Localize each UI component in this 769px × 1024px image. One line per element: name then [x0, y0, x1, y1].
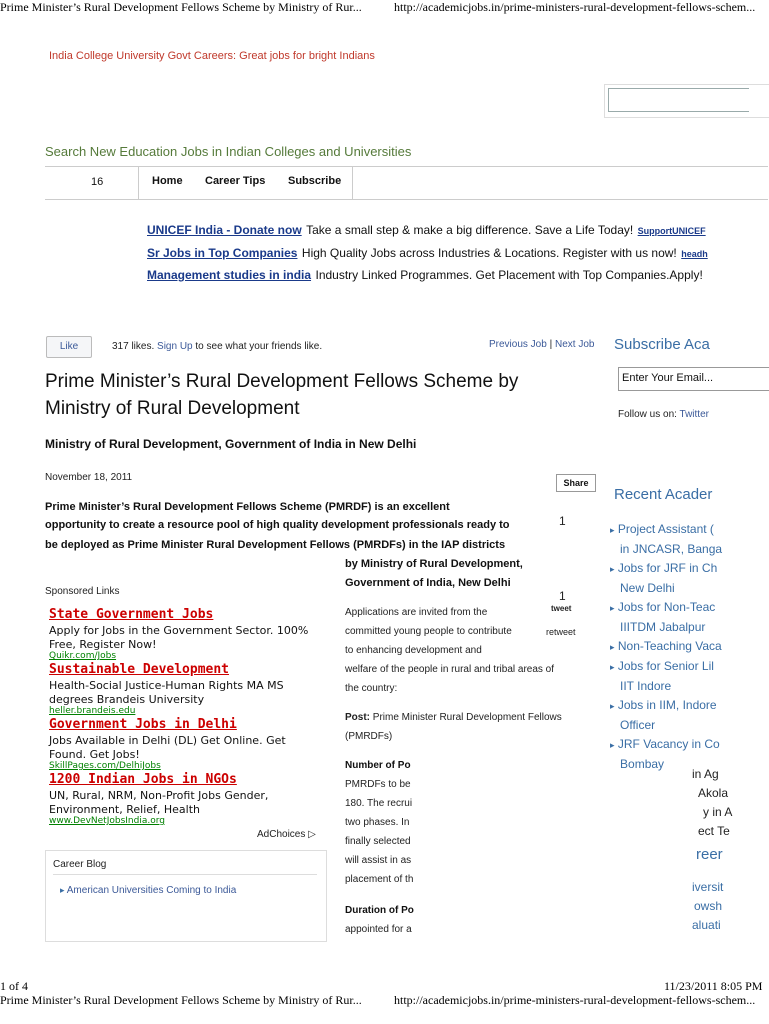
email-placeholder: Enter Your Email...: [622, 372, 714, 384]
sponsored-link-url[interactable]: heller.brandeis.edu: [49, 706, 136, 716]
sponsored-link-text: UN, Rural, NRM, Non-Profit Jobs Gender,: [49, 789, 269, 802]
sponsored-link-text: degrees Brandeis University: [49, 693, 205, 706]
adchoices-icon: ▷: [308, 829, 316, 840]
sponsored-label: Sponsored Links: [45, 586, 120, 597]
sponsored-link-text: Health-Social Justice-Human Rights MA MS: [49, 679, 284, 692]
sponsored-link-text: Apply for Jobs in the Government Sector. 100%: [49, 624, 309, 637]
sponsored-link-text: Jobs Available in Delhi (DL) Get Online. Get: [49, 734, 286, 747]
subscribe-heading: Subscribe Aca: [614, 336, 710, 353]
print-page-number: 1 of 4: [0, 979, 28, 993]
body-line: the country:: [345, 683, 398, 694]
career-blog-link[interactable]: American Universities Coming to India: [66, 885, 237, 896]
sponsored-link-title[interactable]: State Government Jobs: [49, 607, 214, 622]
tweet-count: 1: [559, 589, 566, 603]
recent-item[interactable]: ▸ Jobs for JRF in Ch New Delhi: [610, 561, 718, 595]
article-org: Ministry of Rural Development, Government of India in New Delhi: [45, 437, 417, 451]
body-line: welfare of the people in rural and tribal areas of: [345, 664, 555, 675]
sponsored-link-text: Environment, Relief, Health: [49, 803, 201, 816]
sponsored-link-url[interactable]: www.DevNetJobsIndia.org: [49, 816, 165, 826]
divider: [53, 874, 317, 875]
ad-text: High Quality Jobs across Industries & Locations. Register with us now!: [301, 246, 677, 260]
search-input[interactable]: [608, 88, 749, 112]
pager-separator: |: [549, 339, 553, 350]
recent-item[interactable]: ▸ Non-Teaching Vaca: [610, 639, 722, 653]
tweet-button[interactable]: tweet: [551, 604, 572, 613]
recent-item[interactable]: ▸ Jobs in IIM, Indore Officer: [610, 698, 717, 732]
recent-item[interactable]: ▸ Project Assistant ( in JNCASR, Banga: [610, 522, 723, 556]
ad-line: [147, 266, 703, 284]
share-label: Share: [563, 478, 589, 488]
ad-url[interactable]: headh: [681, 249, 708, 259]
body-line: committed young people to contribute: [345, 626, 512, 637]
nav-home[interactable]: Home: [152, 175, 183, 187]
body-line: finally selected: [345, 836, 411, 847]
site-subtitle: Search New Education Jobs in Indian Colleges and Universities: [45, 144, 412, 159]
article-title-line-2: Ministry of Rural Development: [45, 398, 300, 419]
follow-us: [618, 409, 709, 420]
body-line: Applications are invited from the: [345, 607, 488, 618]
body-line: two phases. In: [345, 817, 410, 828]
twitter-link[interactable]: Twitter: [679, 409, 709, 420]
recent-item[interactable]: ▸ JRF Vacancy in Co Bombay: [610, 737, 720, 771]
frag-text: in Ag: [692, 767, 719, 781]
arrow-right-icon: ▸: [610, 662, 615, 672]
frag-text: iversit: [692, 880, 724, 894]
ad-url[interactable]: SupportUNICEF: [637, 226, 706, 236]
retweet-button[interactable]: retweet: [546, 627, 576, 637]
arrow-right-icon: ▸: [610, 603, 615, 613]
sponsored-link-title[interactable]: 1200 Indian Jobs in NGOs: [49, 772, 237, 787]
body-line: will assist in as: [345, 855, 412, 866]
arrow-right-icon: ▸: [610, 740, 615, 750]
arrow-right-icon: ▸: [610, 564, 615, 574]
frag-text: y in A: [703, 805, 733, 819]
body-line: 180. The recrui: [345, 798, 413, 809]
post-line: [345, 712, 562, 723]
print-footer-title: Prime Minister’s Rural Development Fellows Scheme by Ministry of Rur...: [0, 993, 362, 1007]
post-label: Post:: [345, 712, 370, 723]
article-title-line-1: Prime Minister’s Rural Development Fellows Scheme by: [45, 371, 519, 392]
like-count-text: [112, 341, 322, 352]
main-navbar: [45, 166, 768, 200]
career-blog-item[interactable]: [60, 885, 236, 896]
nav-divider: [352, 167, 353, 199]
likes-count: 317 likes.: [112, 341, 155, 352]
recent-item[interactable]: ▸ Jobs for Non-Teac IIITDM Jabalpur: [610, 600, 716, 634]
body-line: placement of th: [345, 874, 414, 885]
frag-text: aluati: [692, 918, 721, 932]
ad-text: Industry Linked Programmes. Get Placement with Top Companies.Apply!: [315, 268, 703, 282]
career-blog-box: [45, 850, 327, 942]
recent-item[interactable]: ▸ Jobs for Senior Lil IIT Indore: [610, 659, 714, 693]
previous-job-link[interactable]: Previous Job: [489, 339, 547, 350]
signup-link[interactable]: Sign Up: [157, 341, 193, 352]
frag-heading: reer: [696, 846, 723, 863]
body-line: (PMRDFs): [345, 731, 393, 742]
article-date: November 18, 2011: [45, 472, 133, 483]
sponsored-link-title[interactable]: Sustainable Development: [49, 662, 230, 677]
sponsored-link-text: Found. Get Jobs!: [49, 748, 140, 761]
frag-text: Akola: [698, 786, 729, 800]
frag-text: owsh: [694, 899, 723, 913]
body-line: PMRDFs to be: [345, 779, 411, 790]
nav-count: 16: [91, 176, 104, 188]
adchoices-label: AdChoices: [257, 829, 306, 840]
nav-divider: [138, 167, 139, 199]
sponsored-link-url[interactable]: Quikr.com/Jobs: [49, 651, 117, 661]
share-button[interactable]: [556, 474, 596, 492]
arrow-right-icon: ▸: [610, 701, 615, 711]
recent-list: [610, 520, 723, 771]
job-pager: [489, 339, 594, 350]
ad-line: [147, 244, 708, 262]
career-blog-label: Career Blog: [53, 859, 107, 870]
sponsored-link-url[interactable]: SkillPages.com/DelhiJobs: [49, 761, 161, 771]
duration-label: Duration of Po: [345, 905, 414, 916]
arrow-right-icon: ▸: [60, 885, 65, 895]
follow-label: Follow us on:: [618, 409, 677, 420]
print-footer-url: http://academicjobs.in/prime-ministers-rural-development-fellows-schem...: [394, 993, 756, 1007]
ad-text: Take a small step & make a big difference. Save a Life Today!: [306, 223, 634, 237]
site-tagline[interactable]: India College University Govt Careers: Great jobs for bright Indians: [49, 50, 375, 62]
ad-link-sr-jobs[interactable]: Sr Jobs in Top Companies: [147, 246, 298, 260]
ad-link-management[interactable]: Management studies in india: [147, 268, 312, 282]
post-value: Prime Minister Rural Development Fellows: [372, 712, 562, 723]
arrow-right-icon: ▸: [610, 525, 615, 535]
print-datetime: 11/23/2011 8:05 PM: [664, 979, 763, 993]
intro-line: be deployed as Prime Minister Rural Development Fellows (PMRDFs) in the IAP districts: [45, 539, 506, 551]
recent-heading: Recent Acader: [614, 486, 713, 503]
print-header-title: Prime Minister’s Rural Development Fellows Scheme by Ministry of Rur...: [0, 0, 362, 14]
share-count: 1: [559, 514, 566, 528]
nav-subscribe[interactable]: Subscribe: [288, 175, 342, 187]
email-input[interactable]: [618, 367, 769, 391]
body-line: appointed for a: [345, 924, 412, 935]
intro-line: by Ministry of Rural Development,: [345, 558, 523, 570]
intro-line: Prime Minister’s Rural Development Fellows Scheme (PMRDF) is an excellent: [45, 501, 450, 513]
nav-career-tips[interactable]: Career Tips: [205, 175, 266, 187]
print-header-url: http://academicjobs.in/prime-ministers-rural-development-fellows-schem...: [394, 0, 756, 14]
intro-line: opportunity to create a resource pool of high quality development professionals ready to: [45, 519, 510, 531]
sponsored-link-text: Free, Register Now!: [49, 638, 157, 651]
frag-text: ect Te: [698, 824, 730, 838]
intro-line: Government of India, New Delhi: [345, 577, 511, 589]
ad-link-unicef[interactable]: UNICEF India - Donate now: [147, 223, 302, 237]
like-button[interactable]: Like: [46, 336, 92, 358]
body-line: to enhancing development and: [345, 645, 482, 656]
number-of-posts-label: Number of Po: [345, 760, 411, 771]
ad-line: [147, 221, 706, 239]
sponsored-link-title[interactable]: Government Jobs in Delhi: [49, 717, 237, 732]
adchoices-link[interactable]: [257, 829, 316, 840]
arrow-right-icon: ▸: [610, 642, 615, 652]
next-job-link[interactable]: Next Job: [554, 339, 595, 350]
likes-rest: to see what your friends like.: [195, 341, 323, 352]
